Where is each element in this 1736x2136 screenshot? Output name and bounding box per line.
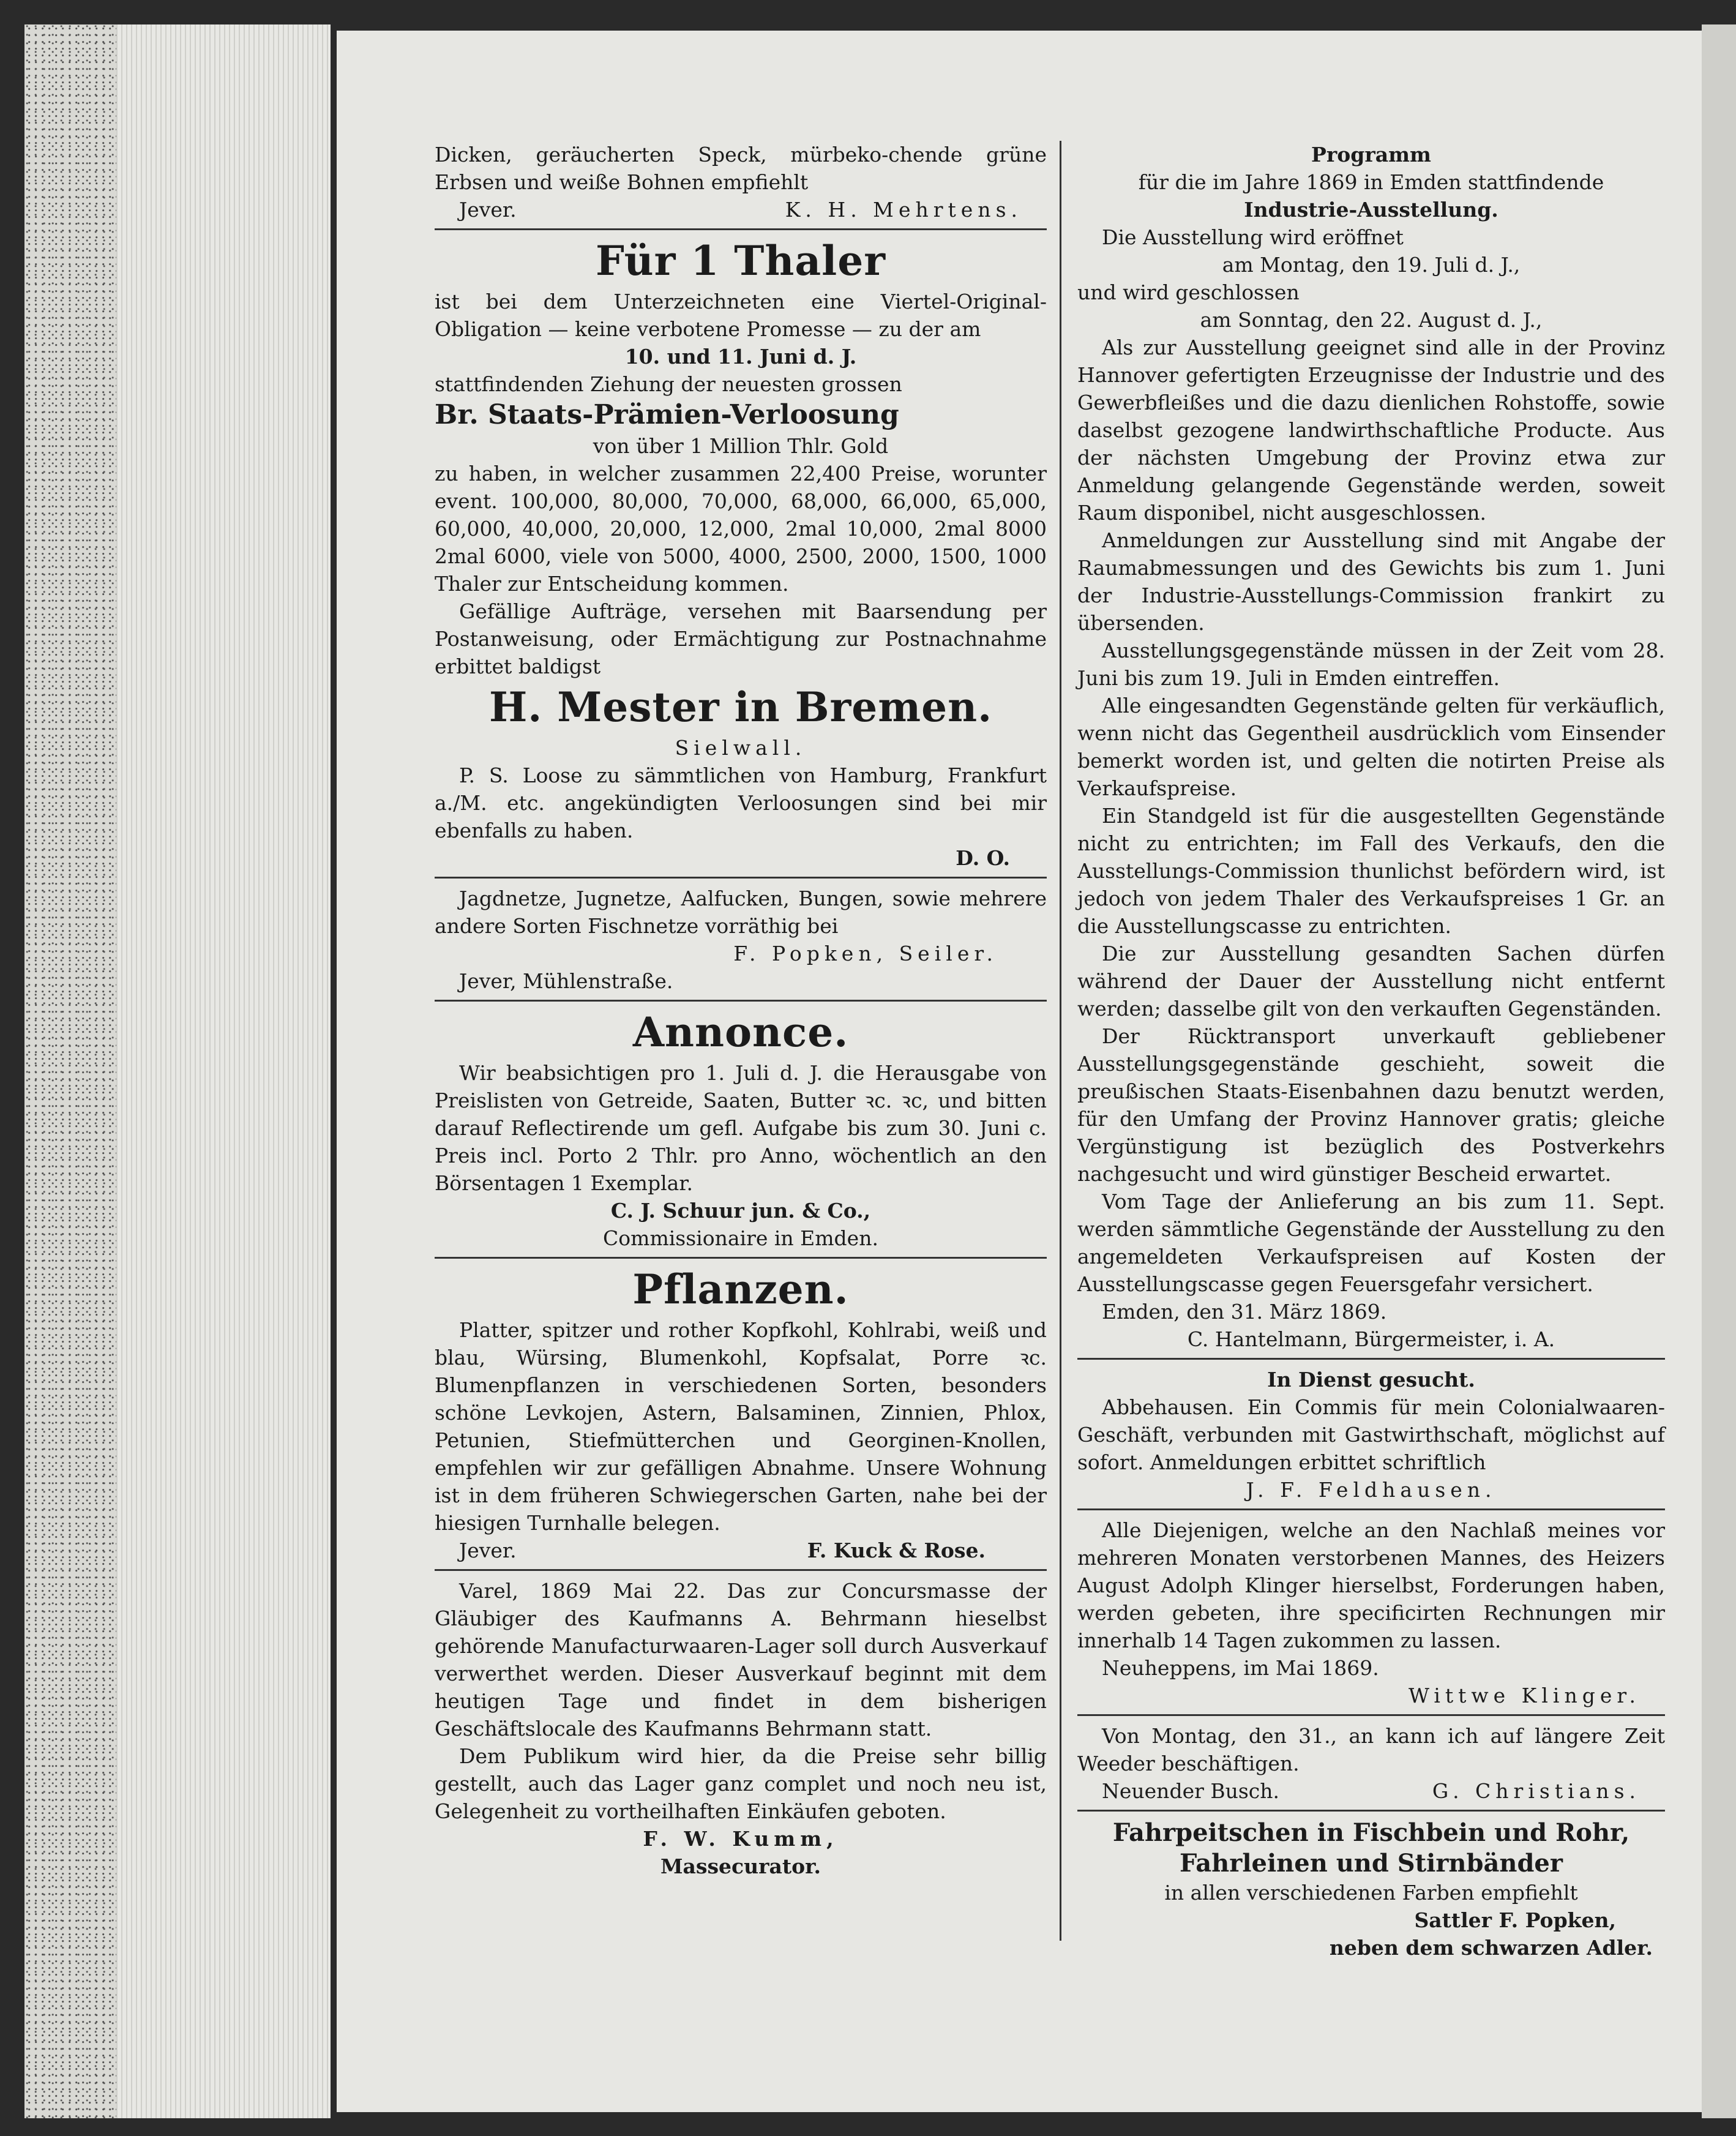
ad-address: neben dem schwarzen Adler. [1329, 1936, 1653, 1960]
ad-signer: K. H. Mehrtens. [785, 198, 1022, 222]
ad-text: Die Ausstellung wird eröffnet [1102, 225, 1404, 249]
ad-firm-name: H. Mester in Bremen. [488, 683, 993, 731]
ad-headline: Für 1 Thaler [595, 237, 886, 285]
ad-signer: Wittwe Klinger. [1409, 1684, 1641, 1707]
ad-headline: In Dienst gesucht. [1267, 1368, 1475, 1392]
ad-draw-dates: 10. und 11. Juni d. J. [624, 345, 857, 369]
book-cover-board [24, 24, 116, 2118]
ad-place: Neuheppens, im Mai 1869. [1102, 1656, 1379, 1680]
ad-text: Abbehausen. Ein Commis für mein Colonialwaaren-Geschäft, verbunden mit Gastwirthschaft, möglichst auf sofort. Anmeldungen erbittet schriftlich [1077, 1395, 1665, 1474]
ad-text: in allen verschiedenen Farben empfiehlt [1164, 1881, 1578, 1905]
ad-date: Emden, den 31. März 1869. [1102, 1300, 1387, 1324]
left-column [435, 141, 1047, 1891]
ad-text: Wir beabsichtigen pro 1. Juli d. J. die Herausgabe von Preislisten von Getreide, Saaten, Butter ꝛc. ꝛc, und bitten darauf Reflectirende um gefl. Aufgabe bis zum 30. Juni c. Preis incl. Porto 2 Thlr. pro Anno, wöchentlich an den Börsentagen 1 Exemplar. [435, 1061, 1047, 1195]
ad-signer: F. Popken, Seiler. [733, 942, 998, 965]
ad-signer: C. Hantelmann, Bürgermeister, i. A. [1187, 1327, 1555, 1351]
ad-signer: G. Christians. [1432, 1779, 1641, 1803]
ad-text: Der Rücktransport unverkauft gebliebener Ausstellungsgegenstände geschieht, soweit die preußischen Staats-Eisenbahnen dazu benutzt werden, für den Umfang der Provinz Hannover gratis; gleiche Vergünstigung ist bezüglich des Postverkehrs nachgesucht und wird günstiger Bescheid erwartet. [1077, 1024, 1665, 1186]
ad-prize-list: zu haben, in welcher zusammen 22,400 Preise, worunter event. 100,000, 80,000, 70,000, 68,000, 66,000, 65,000, 60,000, 40,000, 20,000, 12,000, 2mal 10,000, 2mal 8000 2mal 6000, viele von 5000, 4000, 2500, 2000, 1500, 1000 Thaler zur Entscheidung kommen. [435, 462, 1047, 596]
ad-text: Alle Diejenigen, welche an den Nachlaß meines vor mehreren Monaten verstorbenen Mannes, des Heizers August Adolph Klinger hierselbst, Forderungen haben, werden gebeten, ihre specificirten Rechnungen mir innerhalb 14 Tagen zukommen zu lassen. [1077, 1518, 1665, 1652]
ad-text: Als zur Ausstellung geeignet sind alle in der Provinz Hannover gefertigten Erzeugnisse der Industrie und des Gewerbfleißes und die dazu dienlichen Rohstoffe, sowie daselbst gezogene landwirthschaftliche Producte. Aus der nächsten Umgebung der Provinz etwa zur Anmeldung gelangende Gegenstände werden, soweit Raum disponibel, nicht ausgeschlossen. [1077, 335, 1665, 525]
ad-text: am Montag, den 19. Juli d. J., [1222, 253, 1521, 277]
ad-text: Anmeldungen zur Ausstellung sind mit Angabe der Raumabmessungen und des Gewichts bis zum 1. Juni der Industrie-Ausstellungs-Commission frankirt zu übersenden. [1077, 528, 1665, 635]
ad-whips [1077, 1818, 1665, 1966]
ad-signer: J. F. Feldhausen. [1246, 1478, 1497, 1502]
ad-signer: F. Kuck & Rose. [807, 1538, 986, 1562]
ad-headline: Programm [1311, 143, 1431, 167]
ad-text: Vom Tage der Anlieferung an bis zum 11. Sept. werden sämmtliche Gegenstände der Ausstellung zu den angemeldeten Verkaufspreisen auf Kosten der Ausstellungscasse gegen Feuersgefahr versichert. [1077, 1190, 1665, 1296]
ad-street: Sielwall. [675, 736, 807, 760]
ad-subheadline: Br. Staats-Prämien-Verloosung [435, 399, 899, 430]
ad-text: Platter, spitzer und rother Kopfkohl, Kohlrabi, weiß und blau, Würsing, Blumenkohl, Kopfsalat, Porre ꝛc. Blumenpflanzen in verschiedenen Sorten, besonders schöne Levkojen, Astern, Balsaminen, Zinnien, Phlox, Petunien, Stiefmütterchen und Georginen-Knollen, empfehlen wir zur gefälligen Abnahme. Unsere Wohnung ist in dem früheren Schwiegerschen Garten, nahe bei der hiesigen Turnhalle belegen. [435, 1318, 1047, 1535]
ad-text: Gefällige Aufträge, versehen mit Baarsendung per Postanweisung, oder Ermächtigung zur Postnachnahme erbittet baldigst [435, 599, 1047, 678]
ad-text: Dicken, geräucherten Speck, mürbeko-chende grüne Erbsen und weiße Bohnen empfiehlt [435, 143, 1047, 194]
ad-headline: Pflanzen. [632, 1265, 849, 1313]
ad-text: Varel, 1869 Mai 22. Das zur Concursmasse der Gläubiger des Kaufmanns A. Behrmann hieselbst gehörende Manufacturwaaren-Lager soll durch Ausverkauf verwerthet werden. Dieser Ausverkauf beginnt mit dem heutigen Tage und findet in dem bisherigen Geschäftslocale des Kaufmanns Behrmann statt. [435, 1579, 1047, 1741]
ad-signature-row [435, 1537, 1047, 1564]
ad-initials: D. O. [956, 846, 1010, 870]
ad-job-wanted [1077, 1366, 1665, 1510]
ad-estate-claims [1077, 1516, 1665, 1716]
ad-place: Jever, Mühlenstraße. [459, 969, 673, 993]
ad-lottery [435, 236, 1047, 879]
ad-place: Jever. [459, 198, 517, 222]
ad-signer: Sattler F. Popken, [1414, 1908, 1616, 1932]
ad-fishing-nets [435, 885, 1047, 1002]
ad-place: Neuender Busch. [1102, 1779, 1280, 1803]
ad-clearance-sale [435, 1577, 1047, 1885]
ad-text: Jagdnetze, Jugnetze, Aalfucken, Bungen, sowie mehrere andere Sorten Fischnetze vorräthig bei [435, 886, 1047, 938]
ad-subheadline: für die im Jahre 1869 in Emden stattfindende [1138, 170, 1604, 194]
ad-text: Von Montag, den 31., an kann ich auf längere Zeit Weeder beschäftigen. [1077, 1724, 1665, 1775]
ad-place: Jever. [459, 1538, 517, 1562]
ad-signature-row [435, 196, 1047, 223]
ad-exhibition-programme [1077, 141, 1665, 1360]
ad-headline: Annonce. [632, 1008, 849, 1056]
ad-signature-row [1077, 1777, 1665, 1805]
ad-subheadline: Industrie-Ausstellung. [1244, 198, 1498, 222]
ad-text: von über 1 Million Thlr. Gold [593, 434, 889, 458]
ad-text: stattfindenden Ziehung der neuesten grossen [435, 372, 902, 396]
ad-signer-role: Commissionaire in Emden. [603, 1226, 878, 1250]
ad-mehrtens [435, 141, 1047, 230]
ad-employment [1077, 1722, 1665, 1812]
ad-text: und wird geschlossen [1077, 280, 1300, 304]
ad-annonce [435, 1008, 1047, 1259]
column-divider [1060, 141, 1061, 1941]
ad-text: am Sonntag, den 22. August d. J., [1200, 308, 1543, 332]
ad-text: Alle eingesandten Gegenstände gelten für verkäuflich, wenn nicht das Gegentheil ausdrücklich vom Einsender bemerkt worden ist, und gelten die notirten Preise als Verkaufspreise. [1077, 694, 1665, 800]
ad-plants [435, 1265, 1047, 1571]
right-column [1077, 141, 1665, 1973]
ad-headline: Fahrpeitschen in Fischbein und Rohr, Fahrleinen und Stirnbänder [1112, 1818, 1630, 1878]
ad-text: Ausstellungsgegenstände müssen in der Zeit vom 28. Juni bis zum 19. Juli in Emden eintreffen. [1077, 639, 1665, 690]
newspaper-page [337, 31, 1702, 2112]
ad-signer: C. J. Schuur jun. & Co., [610, 1199, 871, 1223]
ad-text: Dem Publikum wird hier, da die Preise sehr billig gestellt, auch das Lager ganz complet und noch neu ist, Gelegenheit zu vortheilhaften Einkäufen geboten. [435, 1744, 1047, 1823]
ad-postscript: P. S. Loose zu sämmtlichen von Hamburg, Frankfurt a./M. etc. angekündigten Verloosungen sind bei mir ebenfalls zu haben. [435, 763, 1047, 842]
ad-signer: F. W. Kumm, [643, 1827, 839, 1851]
facing-page-edge [1702, 24, 1736, 2118]
ad-text: ist bei dem Unterzeichneten eine Viertel-Original-Obligation — keine verbotene Promesse — zu der am [435, 290, 1047, 341]
ad-text: Ein Standgeld ist für die ausgestellten Gegenstände nicht zu entrichten; im Fall des Verkaufs, den die Ausstellungs-Commission thunlichst befördern wird, ist jedoch von jedem Thaler des Verkaufspreises 1 Gr. an die Ausstellungscasse zu entrichten. [1077, 804, 1665, 938]
ad-signer-role: Massecurator. [660, 1854, 821, 1878]
ad-text: Die zur Ausstellung gesandten Sachen dürfen während der Dauer der Ausstellung nicht entfernt werden; dasselbe gilt von den verkauften Gegenständen. [1077, 942, 1665, 1021]
